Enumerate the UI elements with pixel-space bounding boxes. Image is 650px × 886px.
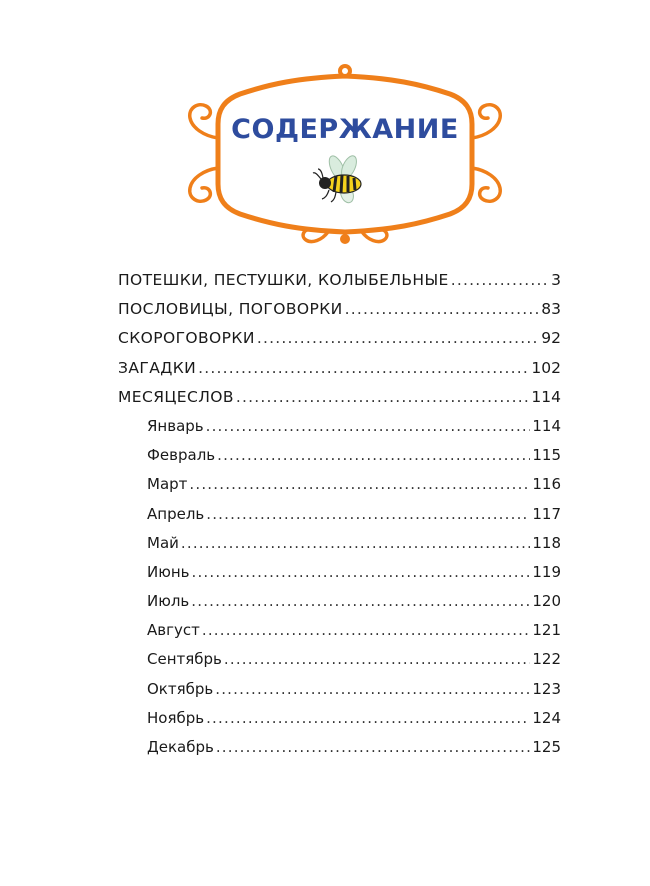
toc-entry-label: МЕСЯЦЕСЛОВ	[118, 387, 234, 406]
toc-entry-label: ЗАГАДКИ	[118, 358, 197, 377]
toc-entry-label: Май	[147, 533, 179, 552]
toc-entry-label: Август	[147, 621, 200, 640]
bee-icon	[309, 154, 369, 206]
toc-month-entry[interactable]	[118, 621, 561, 650]
dot-leader	[198, 359, 529, 377]
toc-entry-label: Апрель	[147, 504, 205, 523]
dot-leader	[202, 621, 531, 639]
toc-page-number: 125	[532, 738, 561, 756]
dot-leader	[206, 709, 530, 727]
dot-leader	[224, 650, 530, 668]
toc-section-entry[interactable]	[118, 271, 561, 300]
toc-entry-label: ПОТЕШКИ, ПЕСТУШКИ, КОЛЫБЕЛЬНЫЕ	[118, 271, 449, 289]
toc-entry-label: Октябрь	[147, 679, 214, 698]
toc-month-entry[interactable]	[118, 563, 561, 592]
toc-month-entry[interactable]	[118, 475, 561, 504]
dot-leader	[215, 680, 530, 698]
toc-page-number: 124	[532, 708, 561, 727]
toc-entry-label: Ноябрь	[147, 708, 205, 727]
toc-entry-label: Январь	[147, 416, 204, 435]
toc-page-number: 122	[532, 650, 561, 669]
dot-leader	[192, 563, 531, 581]
toc-page-number: 116	[532, 475, 561, 494]
toc-month-entry[interactable]	[118, 417, 561, 446]
toc-month-entry[interactable]	[118, 592, 561, 621]
toc-section-entry[interactable]	[118, 329, 561, 358]
toc-month-entry[interactable]	[118, 738, 561, 767]
dot-leader	[206, 505, 530, 523]
toc-entry-label: Сентябрь	[147, 650, 222, 669]
toc-month-entry[interactable]	[118, 709, 561, 738]
toc-section-entry[interactable]	[118, 388, 561, 417]
toc-page-number: 83	[541, 300, 561, 319]
dot-leader	[181, 534, 530, 552]
toc-month-entry[interactable]	[118, 446, 561, 475]
toc-page-number: 117	[532, 504, 561, 523]
page-title: СОДЕРЖАНИЕ	[231, 114, 459, 145]
toc-month-entry[interactable]	[118, 505, 561, 534]
toc-month-entry[interactable]	[118, 534, 561, 563]
dot-leader	[236, 388, 530, 406]
toc-page-number: 120	[532, 592, 561, 611]
toc-entry-label: СКОРОГОВОРКИ	[118, 329, 255, 348]
toc-page-number: 114	[532, 416, 561, 435]
toc-page-number: 119	[532, 562, 561, 581]
toc-page-number: 3	[551, 271, 561, 289]
dot-leader	[451, 271, 549, 289]
table-of-contents	[118, 271, 561, 767]
toc-entry-label: ПОСЛОВИЦЫ, ПОГОВОРКИ	[118, 300, 343, 319]
toc-page-number: 102	[531, 358, 561, 377]
toc-month-entry[interactable]	[118, 650, 561, 679]
toc-section-entry[interactable]	[118, 359, 561, 388]
toc-entry-label: Июль	[147, 592, 190, 611]
toc-entry-label: Июнь	[147, 562, 190, 581]
toc-page-number: 92	[541, 329, 561, 348]
toc-page-number: 115	[532, 446, 561, 465]
dot-leader	[189, 475, 530, 493]
toc-entry-label: Март	[147, 475, 188, 494]
toc-page-number: 118	[532, 533, 561, 552]
toc-section-entry[interactable]	[118, 300, 561, 329]
dot-leader	[217, 446, 530, 464]
toc-page-number: 114	[531, 387, 561, 406]
dot-leader	[257, 329, 539, 347]
dot-leader	[216, 738, 531, 756]
toc-page-number: 121	[532, 621, 561, 640]
toc-entry-label: Декабрь	[147, 738, 214, 756]
dot-leader	[191, 592, 530, 610]
toc-month-entry[interactable]	[118, 680, 561, 709]
toc-page-number: 123	[532, 679, 561, 698]
toc-entry-label: Февраль	[147, 446, 216, 465]
dot-leader	[206, 417, 531, 435]
dot-leader	[345, 300, 540, 318]
